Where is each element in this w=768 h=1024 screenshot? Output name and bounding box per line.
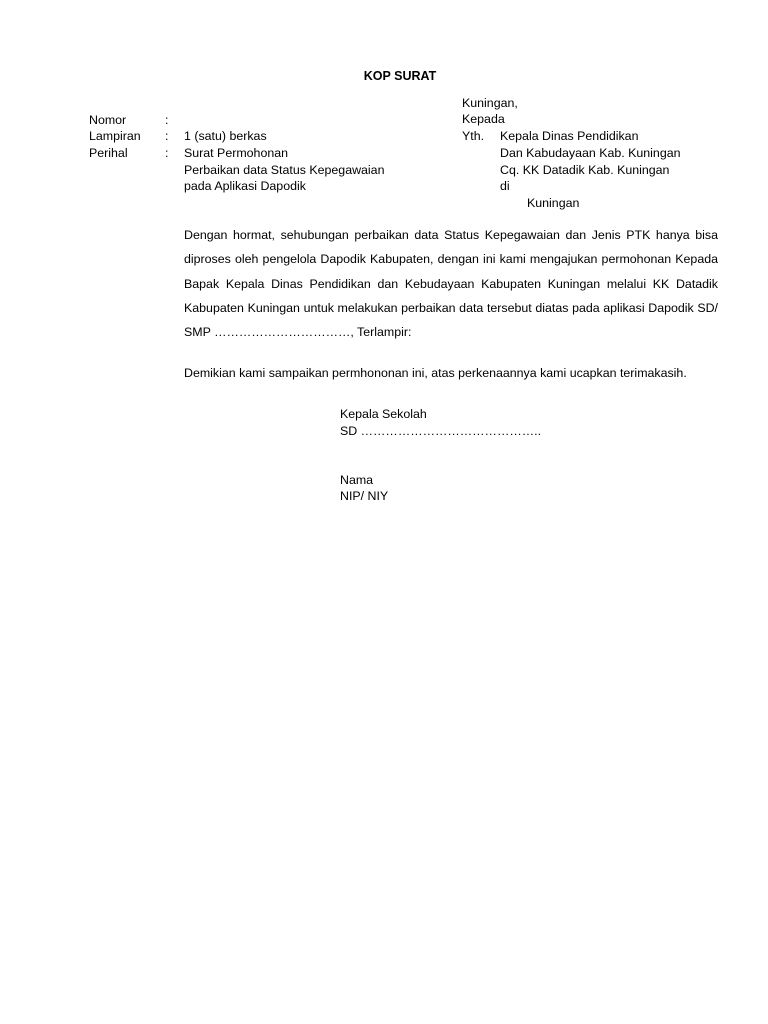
nomor-label: Nomor [89,113,127,127]
signature-name: Nama [340,473,374,487]
closing-sentence: Demikian kami sampaikan permhononan ini, atas perkenaannya kami ucapkan terimakasih. [184,366,687,380]
recipient-line: di [500,179,510,193]
perihal-line: pada Aplikasi Dapodik [184,179,306,193]
recipient-line: Cq. KK Datadik Kab. Kuningan [500,163,670,177]
signature-nip: NIP/ NIY [340,489,389,503]
perihal-line: Perbaikan data Status Kepegawaian [184,163,385,177]
place-date: Kuningan, [462,96,518,110]
recipient-line: Dan Kabudayaan Kab. Kuningan [500,146,681,160]
signature-title: Kepala Sekolah [340,407,427,421]
perihal-colon: : [165,146,169,160]
signature-school: SD …………………………………….. [340,424,542,438]
lampiran-label: Lampiran [89,129,141,143]
recipient-yth: Yth. [462,129,485,143]
recipient-city: Kuningan [527,196,580,210]
letter-heading: KOP SURAT [363,69,437,83]
perihal-line: Surat Permohonan [184,146,289,160]
recipient-line: Kepala Dinas Pendidikan [500,129,639,143]
lampiran-colon: : [165,129,169,143]
perihal-label: Perihal [89,146,128,160]
lampiran-value: 1 (satu) berkas [184,129,267,143]
recipient-kepada: Kepada [462,112,505,126]
body-paragraph: Dengan hormat, sehubungan perbaikan data Status Kepegawaian dan Jenis PTK hanya bisa diproses oleh pengelola Dapodik Kabupaten, dengan ini kami mengajukan permohonan Kepada Bapak Kepala Dinas Pendidikan dan Kebudayaan Kabupaten Kuningan melalui KK Datadik Kabupaten Kuningan untuk melakukan perbaikan data tersebut diatas pada aplikasi Dapodik SD/ SMP ……………………………, Terlampir: [184,228,718,340]
nomor-colon: : [165,113,169,127]
